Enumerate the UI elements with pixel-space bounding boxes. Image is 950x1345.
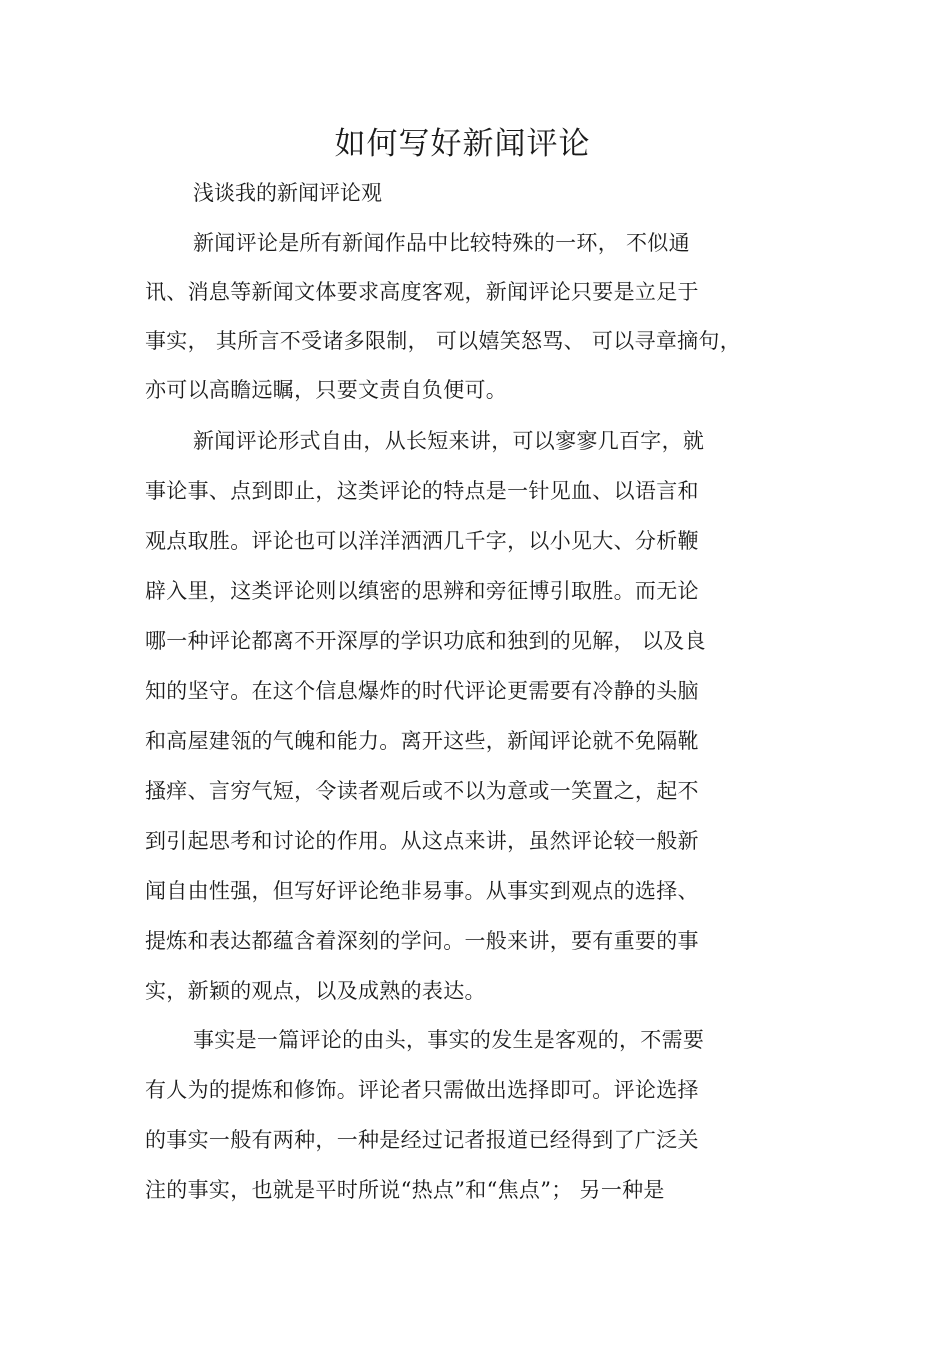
paragraph-line: 提炼和表达都蕴含着深刻的学问。一般来讲，要有重要的事 xyxy=(145,929,699,953)
paragraph-line: 事论事、点到即止，这类评论的特点是一针见血、以语言和 xyxy=(145,479,699,503)
paragraph-line: 注的事实，也就是平时所说“热点”和“焦点”； 另一种是 xyxy=(145,1178,665,1202)
paragraph-line: 新闻评论形式自由，从长短来讲，可以寥寥几百字，就 xyxy=(193,429,705,453)
paragraph-line: 的事实一般有两种，一种是经过记者报道已经得到了广泛关 xyxy=(145,1128,699,1152)
document-subtitle: 浅谈我的新闻评论观 xyxy=(193,181,382,205)
paragraph-line: 事实， 其所言不受诸多限制， 可以嬉笑怒骂、 可以寻章摘句， xyxy=(145,329,742,353)
paragraph-line: 观点取胜。评论也可以洋洋洒洒几千字，以小见大、分析鞭 xyxy=(145,529,699,553)
paragraph-line: 事实是一篇评论的由头，事实的发生是客观的，不需要 xyxy=(193,1028,705,1052)
paragraph-line: 和高屋建瓴的气魄和能力。离开这些，新闻评论就不免隔靴 xyxy=(145,729,699,753)
document-title: 如何写好新闻评论 xyxy=(334,126,591,162)
paragraph-line: 亦可以高瞻远瞩，只要文责自负便可。 xyxy=(145,378,508,402)
paragraph-line: 搔痒、言穷气短，令读者观后或不以为意或一笑置之，起不 xyxy=(145,779,699,803)
paragraph-line: 闻自由性强，但写好评论绝非易事。从事实到观点的选择、 xyxy=(145,879,699,903)
paragraph-line: 知的坚守。在这个信息爆炸的时代评论更需要有冷静的头脑 xyxy=(145,679,699,703)
paragraph-line: 新闻评论是所有新闻作品中比较特殊的一环， 不似通 xyxy=(193,231,690,255)
paragraph-line: 有人为的提炼和修饰。评论者只需做出选择即可。评论选择 xyxy=(145,1078,699,1102)
paragraph-line: 到引起思考和讨论的作用。从这点来讲，虽然评论较一般新 xyxy=(145,829,699,853)
paragraph-line: 讯、消息等新闻文体要求高度客观，新闻评论只要是立足于 xyxy=(145,280,699,304)
paragraph-line: 实，新颖的观点，以及成熟的表达。 xyxy=(145,979,486,1003)
paragraph-line: 哪一种评论都离不开深厚的学识功底和独到的见解， 以及良 xyxy=(145,629,706,653)
paragraph-line: 辟入里，这类评论则以缜密的思辨和旁征博引取胜。而无论 xyxy=(145,579,699,603)
